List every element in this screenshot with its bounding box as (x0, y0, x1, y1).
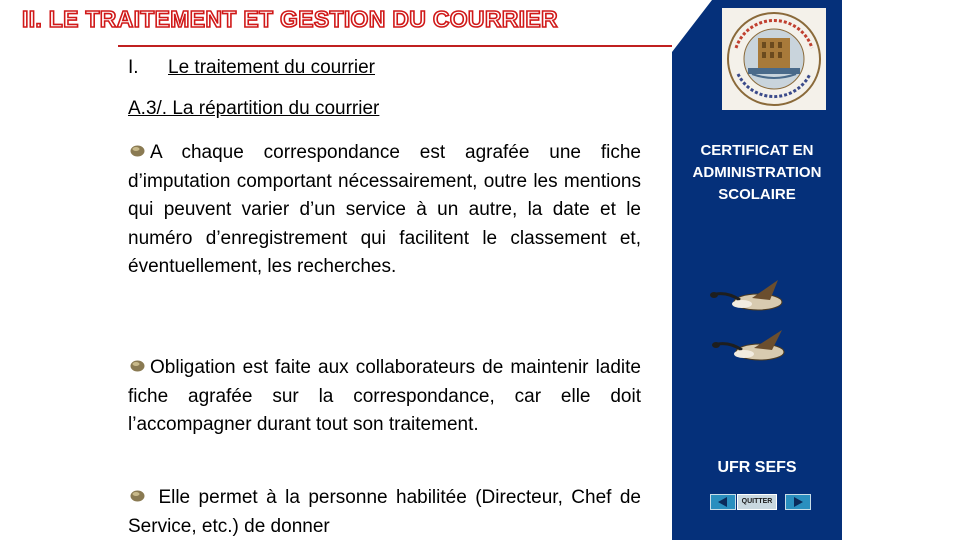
paragraph-text: Elle permet à la personne habilitée (Directeur, Chef de Service, etc.) de donner (128, 487, 641, 537)
section-title: Le traitement du courrier (168, 57, 375, 78)
certificate-line: CERTIFICAT EN (700, 142, 814, 159)
paragraph-1 (128, 139, 641, 282)
arrow-left-icon (711, 495, 735, 509)
paragraph-text: A chaque correspondance est agrafée une fiche d’imputation comportant nécessairement, outre les mentions qui peuvent varier d’un service à un autre, la date et le numéro d’enregistrement qui facilitent le classement et, éventuellement, les recherches. (128, 142, 641, 277)
certificate-title (672, 140, 842, 206)
next-slide-button[interactable] (785, 494, 811, 510)
quit-button[interactable]: QUITTER (737, 494, 777, 510)
certificate-line: ADMINISTRATION (692, 164, 822, 181)
section-number: I. (128, 57, 139, 78)
paragraph-text: Obligation est faite aux collaborateurs de maintenir ladite fiche agrafée sur la correspondance, car elle doit l’accompagner durant tout son traitement. (128, 357, 641, 435)
panel-notch (672, 0, 712, 52)
bullet-icon (130, 144, 145, 157)
university-seal-icon (722, 8, 826, 110)
paragraph-3 (128, 484, 641, 541)
page-title: II. LE TRAITEMENT ET GESTION DU COURRIER (22, 6, 558, 32)
certificate-line: SCOLAIRE (718, 186, 796, 203)
paragraph-2 (128, 354, 641, 440)
bullet-icon (130, 359, 145, 372)
ufr-label: UFR SEFS (717, 459, 797, 476)
title-divider (118, 45, 688, 47)
previous-slide-button[interactable] (710, 494, 736, 510)
subsection-title: A.3/. La répartition du courrier (128, 98, 380, 119)
arrow-right-icon (786, 495, 810, 509)
flying-geese-icon (708, 278, 808, 378)
bullet-icon (130, 489, 145, 502)
university-logo (722, 8, 826, 110)
